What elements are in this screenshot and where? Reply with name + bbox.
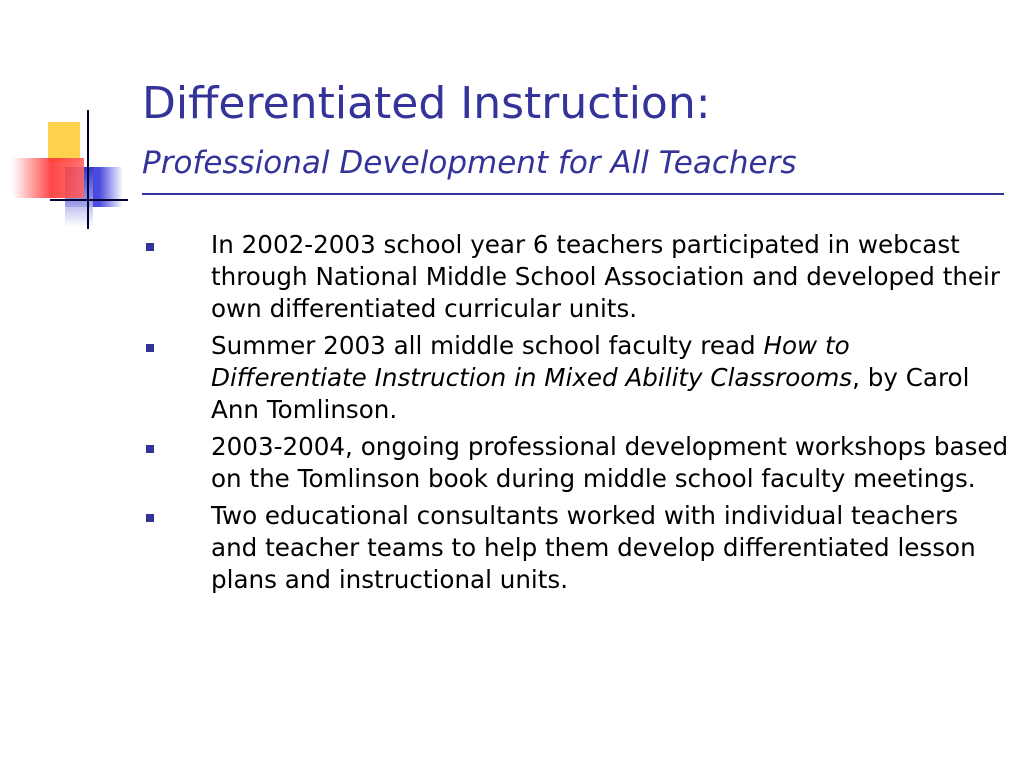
bullet-list <box>140 229 1010 601</box>
bullet-text <box>211 331 969 424</box>
list-item <box>140 431 1010 495</box>
square-bullet-icon <box>146 445 154 453</box>
slide-title: Differentiated Instruction: <box>142 78 711 129</box>
title-divider <box>142 193 1004 195</box>
list-item <box>140 229 1010 325</box>
bullet-text: In 2002-2003 school year 6 teachers participated in webcast through National Middle School Association and developed their own differentiated curricular units. <box>211 230 1000 323</box>
bullet-text-prefix: Summer 2003 all middle school faculty read <box>211 331 764 360</box>
square-bullet-icon <box>146 243 154 251</box>
list-item <box>140 330 1010 426</box>
slide-subtitle: Professional Development for All Teachers <box>142 145 797 181</box>
bullet-text: Two educational consultants worked with individual teachers and teacher teams to help them develop differentiated lesson plans and instructional units. <box>211 501 976 594</box>
list-item <box>140 500 1010 596</box>
square-bullet-icon <box>146 344 154 352</box>
book-title: How to Differentiate Instruction in Mixed Ability Classrooms <box>211 331 853 392</box>
square-bullet-icon <box>146 514 154 522</box>
bullet-text-suffix: , by Carol Ann Tomlinson. <box>211 363 970 424</box>
colored-squares-logo-icon <box>10 105 150 235</box>
bullet-text: 2003-2004, ongoing professional development workshops based on the Tomlinson book during middle school faculty meetings. <box>211 432 1009 493</box>
